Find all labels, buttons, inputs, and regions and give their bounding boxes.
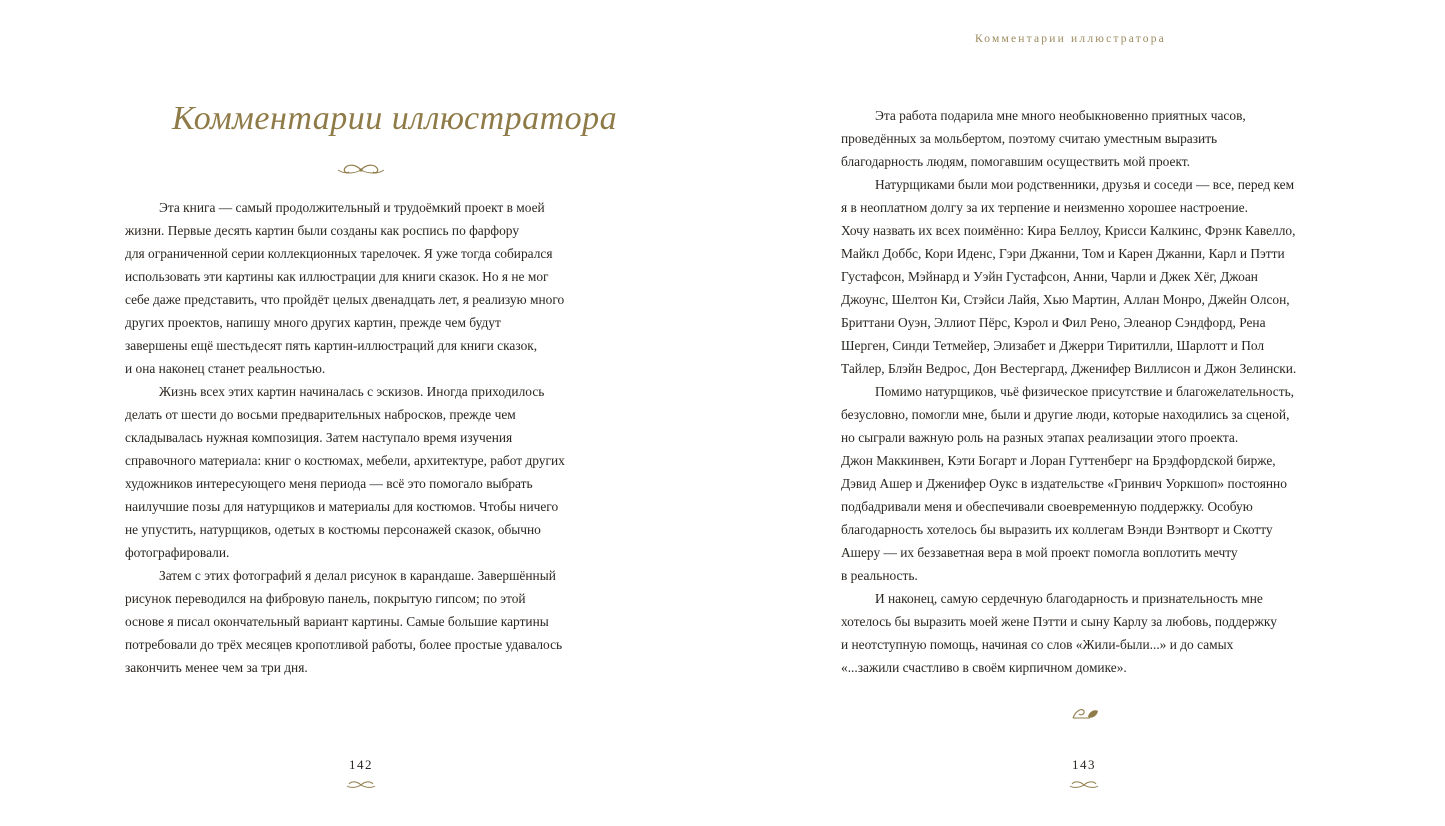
text-line: но сыграли важную роль на разных этапах реализации этого проекта. xyxy=(841,430,1239,445)
text-line: завершены ещё шестьдесят пять картин-иллюстраций для книги сказок, xyxy=(125,338,538,353)
page-number-right: 143 xyxy=(1072,757,1096,772)
text-line: Джоунс, Шелтон Ки, Стэйси Лайя, Хью Мартин, Аллан Монро, Джейн Олсон, xyxy=(841,292,1290,307)
text-line: благодарность людям, помогавшим осуществить мой проект. xyxy=(841,154,1190,169)
text-line: И наконец, самую сердечную благодарность и признательность мне xyxy=(875,591,1263,606)
text-line: Жизнь всех этих картин начиналась с эскизов. Иногда приходилось xyxy=(159,384,545,399)
flourish-ornament-icon xyxy=(336,162,386,178)
flourish-ornament-icon xyxy=(346,780,376,790)
flourish-ornament-icon xyxy=(1069,780,1099,790)
text-line: Джон Маккинвен, Кэти Богарт и Лоран Гуттенберг на Брэдфордской бирже, xyxy=(841,453,1276,468)
text-line: закончить менее чем за три дня. xyxy=(125,660,308,675)
text-line: подбадривали меня и обеспечивали своевременную поддержку. Особую xyxy=(841,499,1253,514)
text-line: складывалась нужная композиция. Затем наступало время изучения xyxy=(125,430,513,445)
right-page-text xyxy=(841,104,1341,679)
text-line: я в неоплатном долгу за их терпение и неизменно хорошее настроение. xyxy=(841,200,1248,215)
text-line: делать от шести до восьми предварительных набросков, прежде чем xyxy=(125,407,516,422)
text-line: Затем с этих фотографий я делал рисунок в карандаше. Завершённый xyxy=(159,568,556,583)
text-line: Эта работа подарила мне много необыкновенно приятных часов, xyxy=(875,108,1246,123)
text-line: Бриттани Оуэн, Эллиот Пёрс, Кэрол и Фил Рено, Элеанор Сэндфорд, Рена xyxy=(841,315,1266,330)
text-line: Ашеру — их беззаветная вера в мой проект помогла воплотить мечту xyxy=(841,545,1238,560)
text-line: проведённых за мольбертом, поэтому считаю уместным выразить xyxy=(841,131,1218,146)
text-line: наилучшие позы для натурщиков и материалы для костюмов. Чтобы ничего xyxy=(125,499,559,514)
text-line: основе я писал окончательный вариант картины. Самые большие картины xyxy=(125,614,549,629)
text-line: хотелось бы выразить моей жене Пэтти и сыну Карлу за любовь, поддержку xyxy=(841,614,1277,629)
running-head: Комментарии иллюстратора xyxy=(975,33,1166,45)
text-line: в реальность. xyxy=(841,568,918,583)
text-line: справочного материала: книг о костюмах, мебели, архитектуре, работ других xyxy=(125,453,565,468)
chapter-title: Комментарии иллюстратора xyxy=(172,100,618,137)
left-page-text xyxy=(125,196,605,679)
text-line: Натурщиками были мои родственники, друзья и соседи — все, перед кем xyxy=(875,177,1295,192)
text-line: не упустить, натурщиков, одетых в костюмы персонажей сказок, обычно xyxy=(125,522,541,537)
text-line: «...зажили счастливо в своём кирпичном домике». xyxy=(841,660,1127,675)
page-number-left: 142 xyxy=(349,757,373,772)
leaf-ornament-icon xyxy=(1070,706,1100,722)
text-line: жизни. Первые десять картин были созданы как роспись по фарфору xyxy=(125,223,520,238)
text-line: рисунок переводился на фибровую панель, покрытую гипсом; по этой xyxy=(125,591,526,606)
text-line: безусловно, помогли мне, были и другие люди, которые находились за сценой, xyxy=(841,407,1290,422)
text-line: Густафсон, Мэйнард и Уэйн Густафсон, Анни, Чарли и Джек Хёг, Джоан xyxy=(841,269,1258,284)
text-line: использовать эти картины как иллюстрации для книги сказок. Но я не мог xyxy=(125,269,549,284)
text-line: Шерген, Синди Тетмейер, Элизабет и Джерри Тиритилли, Шарлотт и Пол xyxy=(841,338,1265,353)
text-line: и неотступную помощь, начиная со слов «Жили-были...» и до самых xyxy=(841,637,1234,652)
text-line: Помимо натурщиков, чьё физическое присутствие и благожелательность, xyxy=(875,384,1295,399)
text-line: Дэвид Ашер и Дженифер Оукс в издательстве «Гринвич Уоркшоп» постоянно xyxy=(841,476,1287,491)
text-line: художников интересующего меня периода — всё это помогало выбрать xyxy=(125,476,533,491)
text-line: потребовали до трёх месяцев кропотливой работы, более простые удавалось xyxy=(125,637,563,652)
text-line: и она наконец станет реальностью. xyxy=(125,361,326,376)
text-line: Эта книга — самый продолжительный и трудоёмкий проект в моей xyxy=(159,200,545,215)
text-line: Майкл Доббс, Кори Иденс, Гэри Джанни, Том и Карен Джанни, Карл и Пэтти xyxy=(841,246,1285,261)
text-line: Хочу назвать их всех поимённо: Кира Беллоу, Крисси Калкинс, Фрэнк Кавелло, xyxy=(841,223,1296,238)
text-line: для ограниченной серии коллекционных тарелочек. Я уже тогда собирался xyxy=(125,246,553,261)
text-line: Тайлер, Блэйн Ведрос, Дон Вестергард, Дженифер Виллисон и Джон Зелински. xyxy=(841,361,1297,376)
text-line: себе даже представить, что пройдёт целых двенадцать лет, я реализую много xyxy=(125,292,565,307)
text-line: других проектов, напишу много других картин, прежде чем будут xyxy=(125,315,501,330)
text-line: фотографировали. xyxy=(125,545,230,560)
text-line: благодарность хотелось бы выразить их коллегам Вэнди Вэнтворт и Скотту xyxy=(841,522,1273,537)
